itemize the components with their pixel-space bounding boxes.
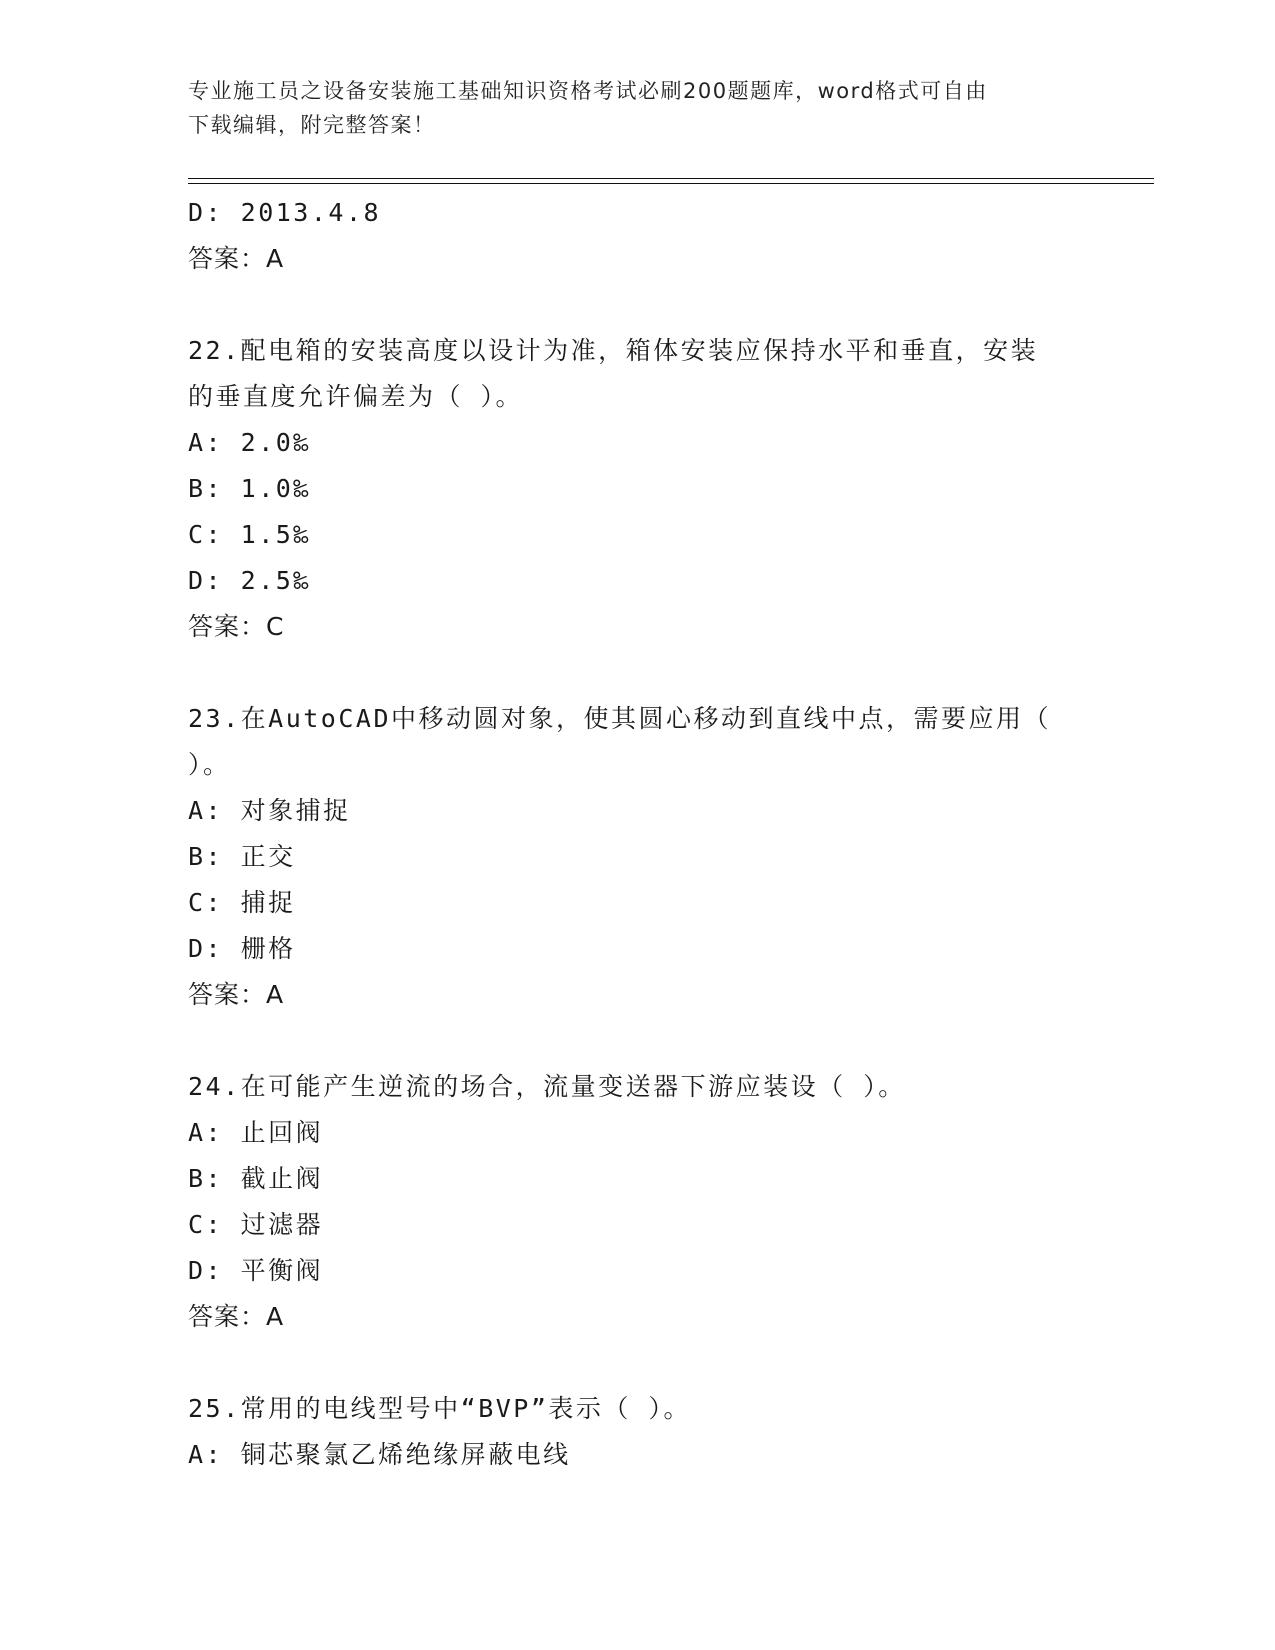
question-spacer [188,1340,1088,1386]
option-b: B: 1.0‰ [188,474,311,503]
question-block-25 [188,1386,1088,1478]
answer-line: 答案：C [188,612,285,641]
option-c: C: 1.5‰ [188,520,311,549]
question-text-line-1: 24.在可能产生逆流的场合，流量变送器下游应装设（ ）。 [188,1072,906,1101]
question-block-21 [188,190,1088,282]
answer-line: 答案：A [188,1302,285,1331]
question-text-line-1: 22.配电箱的安装高度以设计为准，箱体安装应保持水平和垂直，安装 [188,336,1039,365]
answer-line: 答案：A [188,244,285,273]
option-a: A: 对象捕捉 [188,796,351,825]
question-text-line-2: ）。 [188,750,231,779]
answer-line: 答案：A [188,980,285,1009]
question-block-23 [188,696,1088,1018]
header-divider-bottom [188,183,1154,184]
document-header [188,74,1088,142]
option-b: B: 截止阀 [188,1164,324,1193]
option-c: C: 过滤器 [188,1210,324,1239]
header-title-line-1: 专业施工员之设备安装施工基础知识资格考试必刷200题题库，word格式可自由 [188,79,988,103]
question-block-24 [188,1064,1088,1340]
question-text-line-1: 25.常用的电线型号中“BVP”表示（ ）。 [188,1394,691,1423]
option-b: B: 正交 [188,842,296,871]
header-title-line-2: 下载编辑，附完整答案！ [188,113,436,137]
question-spacer [188,282,1088,328]
question-list [188,190,1088,1478]
question-spacer [188,1018,1088,1064]
option-a: A: 止回阀 [188,1118,324,1147]
question-spacer [188,650,1088,696]
header-divider-top [188,178,1154,179]
question-text-line-2: 的垂直度允许偏差为（ ）。 [188,382,524,411]
option-d: D: 2.5‰ [188,566,311,595]
option-a: A: 铜芯聚氯乙烯绝缘屏蔽电线 [188,1440,571,1469]
option-d: D: 栅格 [188,934,296,963]
option-a: A: 2.0‰ [188,428,311,457]
option-d: D: 平衡阀 [188,1256,324,1285]
question-block-22 [188,328,1088,650]
option-c: C: 捕捉 [188,888,296,917]
option-d: D: 2013.4.8 [188,198,382,227]
question-text-line-1: 23.在AutoCAD中移动圆对象，使其圆心移动到直线中点，需要应用（ [188,704,1052,733]
